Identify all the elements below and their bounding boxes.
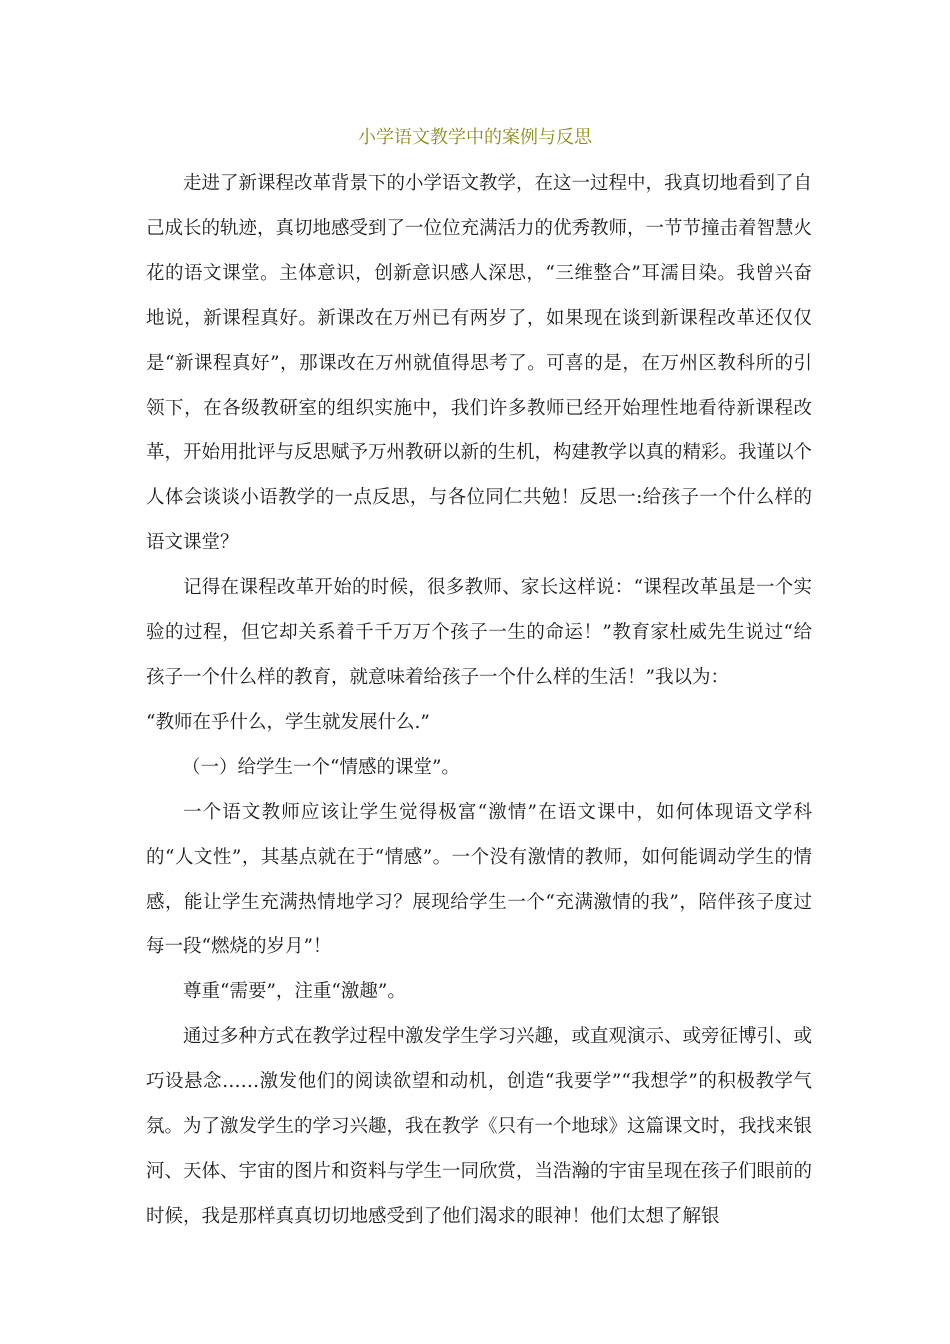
document-title: 小学语文教学中的案例与反思	[358, 127, 592, 148]
section-heading-emotion: （一）给学生一个“情感的课堂”。	[182, 756, 460, 778]
document-body	[146, 162, 812, 1240]
paragraph-emotion: 一个语文教师应该让学生觉得极富“激情”在语文课中，如何体现语文学科的“人文性”，其基点就在于“情感”。一个没有激情的教师，如何能调动学生的情感，能让学生充满热情地学习？展现给学生一个“充满激情的我”，陪伴孩子度过每一段“燃烧的岁月”！	[146, 801, 812, 958]
paragraph-memory: 记得在课程改革开始的时候，很多教师、家长这样说：“课程改革虽是一个实验的过程，但它却关系着千千万万个孩子一生的命运！”教育家杜威先生说过“给孩子一个什么样的教育，就意味着给孩子一个什么样的生活！”我以为：	[146, 577, 812, 688]
paragraph-interest: 通过多种方式在教学过程中激发学生学习兴趣，或直观演示、或旁征博引、或巧设悬念……激发他们的阅读欲望和动机，创造“我要学”“我想学”的积极教学气氛。为了激发学生的学习兴趣，我在教学《只有一个地球》这篇课文时，我找来银河、天体、宇宙的图片和资料与学生一同欣赏，当浩瀚的宇宙呈现在孩子们眼前的时候，我是那样真真切切地感受到了他们渴求的眼神！他们太想了解银	[146, 1026, 813, 1227]
paragraph-quote: “教师在乎什么，学生就发展什么.”	[146, 711, 430, 733]
paragraph-intro: 走进了新课程改革背景下的小学语文教学，在这一过程中，我真切地看到了自己成长的轨迹，真切地感受到了一位位充满活力的优秀教师，一节节撞击着智慧火花的语文课堂。主体意识，创新意识感人深思，“三维整合”耳濡目染。我曾兴奋地说，新课程真好。新课改在万州已有两岁了，如果现在谈到新课程改革还仅仅是“新课程真好”，那课改在万州就值得思考了。可喜的是，在万州区教科所的引领下，在各级教研室的组织实施中，我们许多教师已经开始理性地看待新课程改革，开始用批评与反思赋予万州教研以新的生机，构建教学以真的精彩。我谨以个人体会谈谈小语教学的一点反思，与各位同仁共勉！反思一:给孩子一个什么样的语文课堂？	[146, 173, 813, 554]
subheading-interest: 尊重“需要”，注重“激趣”。	[183, 981, 406, 1003]
